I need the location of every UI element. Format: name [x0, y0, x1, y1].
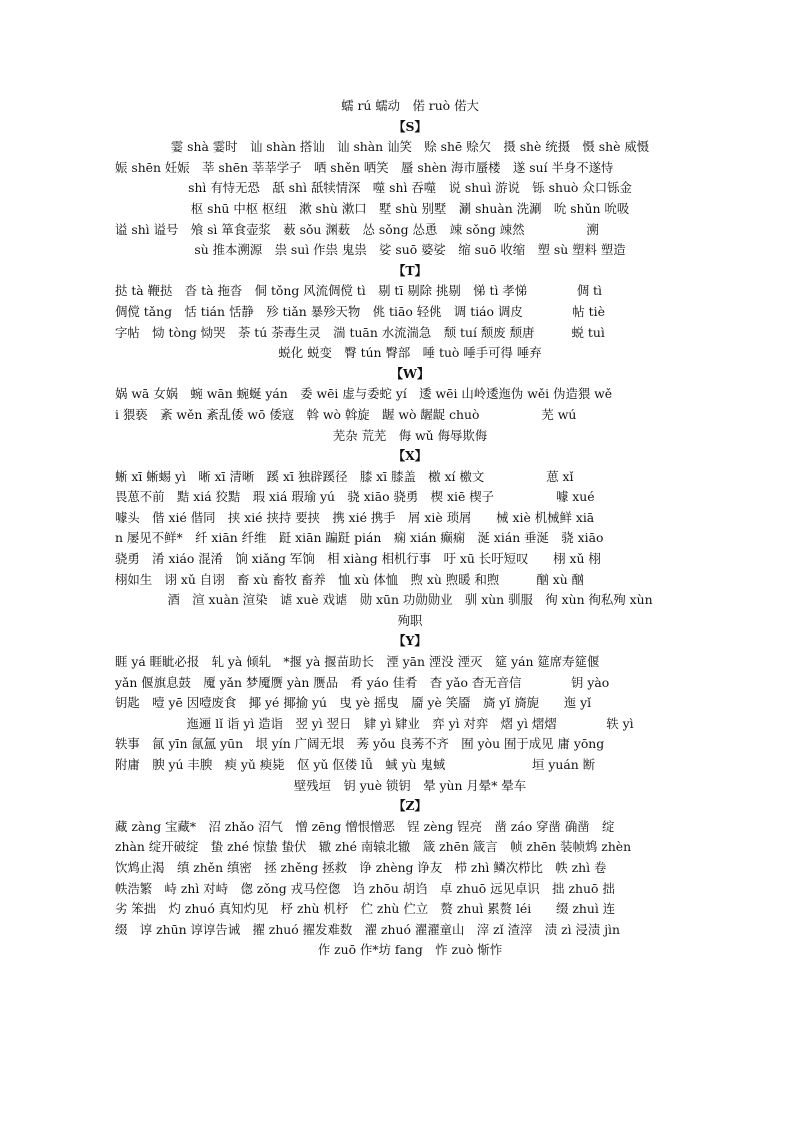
text-line: 蜥 xī 蜥蜴 yì 晰 xī 清晰 蹊 xī 独辟蹊径 膝 xī 膝盖 檄 xí 檄文 葸 xǐ	[115, 468, 574, 484]
text-line: 栩如生 诩 xǔ 自诩 畜 xù 畜牧 畜养 恤 xù 体恤 煦 xù 煦暖 和煦 酗 xù 酗	[115, 571, 585, 587]
text-line: 壁残垣 钥 yuè 锁钥 晕 yùn 月晕* 晕车	[293, 777, 527, 793]
text-line: zhàn 绽开破绽 蛰 zhé 惊蛰 蛰伏 辙 zhé 南辕北辙 箴 zhēn 箴言 帧 zhēn 装帧鸩 zhèn	[115, 839, 632, 855]
text-line: 骁勇 淆 xiáo 混淆 饷 xiǎng 军饷 相 xiàng 相机行事 吁 xū 长吁短叹 栩 xǔ 栩	[115, 551, 601, 567]
text-line: 字帖 恸 tòng 恸哭 荼 tú 荼毒生灵 湍 tuān 水流湍急 颓 tuí 颓废 颓唐 蜕 tuì	[115, 324, 605, 340]
text-line: 倜傥 tǎng 恬 tián 恬静 殄 tiǎn 暴殄天物 佻 tiāo 轻佻 调 tiáo 调皮 帖 tiè	[115, 303, 605, 319]
text-line: 帙浩繁 峙 zhì 对峙 偬 zǒng 戎马倥偬 诌 zhōu 胡诌 卓 zhuō 远见卓识 拙 zhuō 拙	[115, 880, 615, 896]
text-line: 缀 谆 zhūn 谆谆告诫 擢 zhuó 擢发难数 濯 zhuó 濯濯童山 滓 zǐ 渣滓 渍 zì 浸渍 jìn	[115, 921, 621, 937]
section-heading: 【Z】	[393, 798, 427, 814]
text-line: n 屡见不鲜* 纤 xiān 纤维 跹 xiān 蹁跹 pián 痫 xián 癫痫 涎 xián 垂涎 骁 xiāo	[115, 530, 604, 546]
text-line: yǎn 偃旗息鼓 魇 yǎn 梦魇赝 yàn 赝品 肴 yáo 佳肴 杳 yǎo 杳无音信 钥 yào	[115, 674, 610, 690]
text-line: 谥 shì 谥号 飧 sì 箪食壶浆 薮 sǒu 渊薮 怂 sǒng 怂恿 竦 sǒng 竦然 溯	[115, 221, 599, 237]
text-line: 饮鸩止渴 缜 zhěn 缜密 拯 zhěng 拯救 诤 zhèng 诤友 栉 zhì 鳞次栉比 帙 zhì 卷	[115, 859, 607, 875]
text-line: 酒 渲 xuàn 渲染 谑 xuè 戏谑 勋 xūn 功勋勋业 驯 xùn 驯服 徇 xùn 徇私殉 xùn	[167, 592, 653, 608]
text-line: 殉职	[397, 612, 423, 628]
section-heading: 【T】	[392, 262, 427, 278]
text-line: 迤逦 lǐ 诣 yì 造诣 翌 yì 翌日 肄 yì 肄业 弈 yì 对弈 熠 yì 熠熠 轶 yì	[186, 715, 634, 731]
document-page	[115, 96, 705, 961]
text-line: 蠕 rú 蠕动 偌 ruò 偌大	[341, 98, 479, 113]
text-line: 睚 yá 睚眦必报 轧 yà 倾轧 *揠 yà 揠苗助长 湮 yān 湮没 湮灭 筵 yán 筵席寿筵偃	[115, 654, 600, 670]
text-line: 附庸 腴 yú 丰腴 瘐 yǔ 瘐毙 伛 yǔ 伛偻 lǚ 蜮 yù 鬼蜮 垣 yuán 断	[115, 757, 596, 772]
text-line: 娲 wā 女娲 蜿 wān 蜿蜒 yán 委 wēi 虚与委蛇 yí 逶 wēi 山岭逶迤伪 wěi 伪造猥 wě	[115, 386, 613, 402]
text-line: 作 zuō 作*坊 fang 怍 zuò 惭怍	[317, 942, 503, 958]
section-heading: 【W】	[390, 365, 430, 381]
text-line: 蜕化 蜕变 臀 tún 臀部 唾 tuò 唾手可得 唾弃	[278, 345, 542, 361]
text-line: 藏 zàng 宝藏* 沼 zhǎo 沼气 憎 zēng 憎恨憎恶 锃 zèng 锃亮 凿 záo 穿凿 确凿 绽	[115, 818, 615, 834]
text-line: sù 推本溯源 祟 suì 作祟 鬼祟 娑 suō 婆娑 缩 suō 收缩 塑 sù 塑料 塑造	[194, 242, 626, 258]
text-line: 枢 shū 中枢 枢纽 漱 shù 漱口 墅 shù 别墅 涮 shuàn 洗涮 吮 shǔn 吮吸	[190, 200, 630, 216]
text-line: 钥匙 噎 yē 因噎废食 揶 yé 揶揄 yú 曳 yè 摇曳 靥 yè 笑靥 旖 yǐ 旖旎 迤 yǐ	[115, 695, 592, 711]
text-line: 噱头 偕 xié 偕同 挟 xié 挟持 要挟 携 xié 携手 屑 xiè 琐屑 械 xiè 机械鲜 xiā	[115, 509, 595, 525]
text-line: 娠 shēn 妊娠 莘 shēn 莘莘学子 哂 shěn 哂笑 蜃 shèn 海市蜃楼 遂 suí 半身不遂恃	[115, 159, 614, 175]
text-line: 轶事 氤 yīn 氤氲 yūn 垠 yín 广阔无垠 莠 yǒu 良莠不齐 囿 yòu 囿于成见 庸 yōng	[115, 736, 605, 752]
text-line: 霎 shà 霎时 讪 shàn 搭讪 讪 shàn 讪笑 赊 shē 赊欠 摄 shè 统摄 慑 shè 威慑	[170, 139, 650, 155]
text-line: 挞 tà 鞭挞 沓 tà 拖沓 侗 tǒng 风流倜傥 tì 剔 tī 剔除 挑剔 悌 tì 孝悌 倜 tì	[115, 283, 602, 299]
section-heading: 【X】	[392, 448, 428, 464]
text-line: shì 有恃无恐 舐 shì 舐犊情深 噬 shì 吞噬 说 shuì 游说 铄 shuò 众口铄金	[188, 180, 632, 196]
text-line: i 猥亵 紊 wěn 紊乱倭 wō 倭寇 斡 wò 斡旋 龌 wò 龌龊 chuò 芜 wú	[115, 406, 577, 422]
section-heading: 【S】	[393, 118, 427, 134]
text-line: 劣 笨拙 灼 zhuó 真知灼见 杼 zhù 机杼 伫 zhù 伫立 赘 zhuì 累赘 léi 缀 zhuì 连	[115, 901, 616, 917]
text-line: 畏葸不前 黠 xiá 狡黠 瑕 xiá 瑕瑜 yú 骁 xiāo 骁勇 楔 xiē 楔子 噱 xué	[115, 489, 595, 505]
section-heading: 【Y】	[393, 633, 427, 649]
text-line: 芜杂 荒芜 侮 wǔ 侮辱欺侮	[332, 427, 488, 443]
